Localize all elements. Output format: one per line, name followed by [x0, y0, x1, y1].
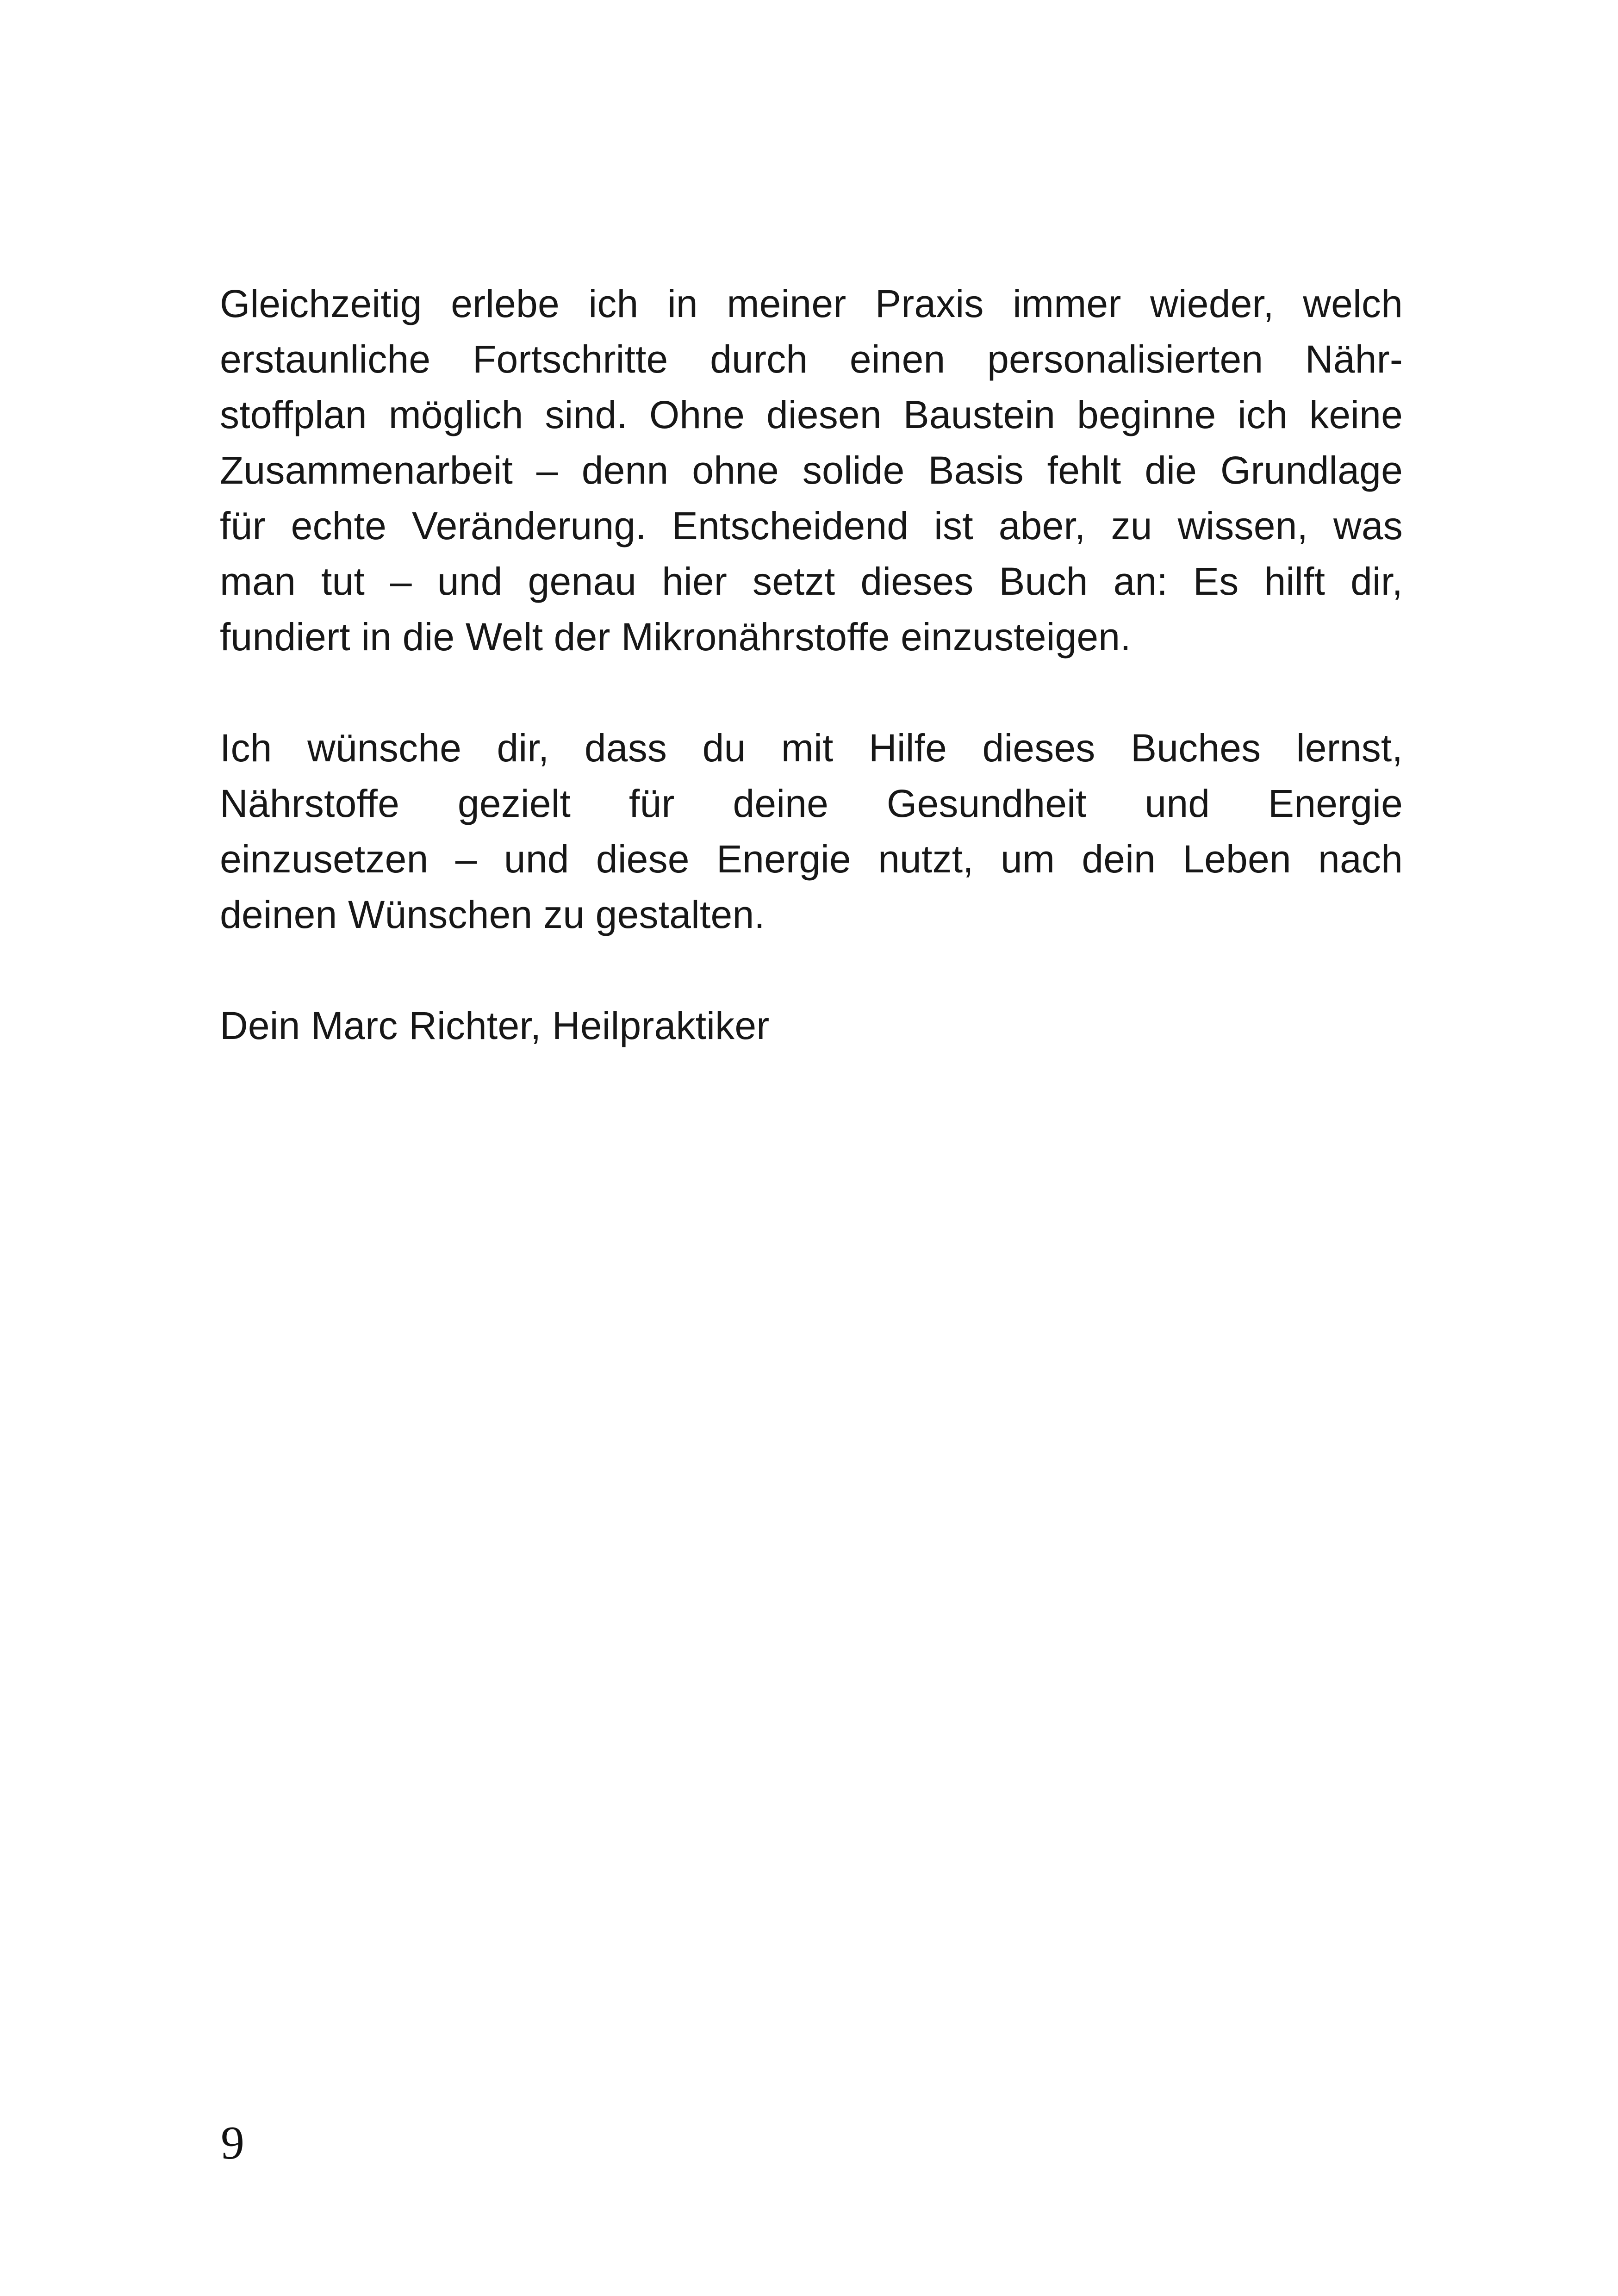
text-line: Gleichzeitig erlebe ich in meiner Praxis immer wieder, welch: [220, 282, 1403, 325]
paragraph-signature: [220, 998, 1403, 1053]
page-number: 9: [221, 2117, 244, 2169]
text-line: man tut – und genau hier setzt dieses Buch an: Es hilft dir,: [220, 560, 1403, 603]
text-line: deinen Wünschen zu gestalten.: [220, 893, 765, 936]
body-text: [220, 276, 1403, 1053]
text-line: für echte Veränderung. Entscheidend ist aber, zu wissen, was: [220, 504, 1403, 548]
paragraph-wish: [220, 720, 1403, 942]
text-line: Ich wünsche dir, dass du mit Hilfe dieses Buches lernst,: [220, 726, 1403, 770]
text-line: fundiert in die Welt der Mikronährstoffe einzusteigen.: [220, 615, 1131, 659]
text-line: Zusammenarbeit – denn ohne solide Basis fehlt die Grundlage: [220, 448, 1403, 492]
text-line: erstaunliche Fortschritte durch einen personalisierten Nähr-: [220, 337, 1403, 381]
text-line: einzusetzen – und diese Energie nutzt, um dein Leben nach: [220, 837, 1403, 881]
text-line: Nährstoffe gezielt für deine Gesundheit und Energie: [220, 782, 1403, 825]
signature-line: Dein Marc Richter, Heilpraktiker: [220, 1004, 770, 1047]
text-line: stoffplan möglich sind. Ohne diesen Baustein beginne ich keine: [220, 393, 1403, 436]
paragraph-intro: [220, 276, 1403, 665]
